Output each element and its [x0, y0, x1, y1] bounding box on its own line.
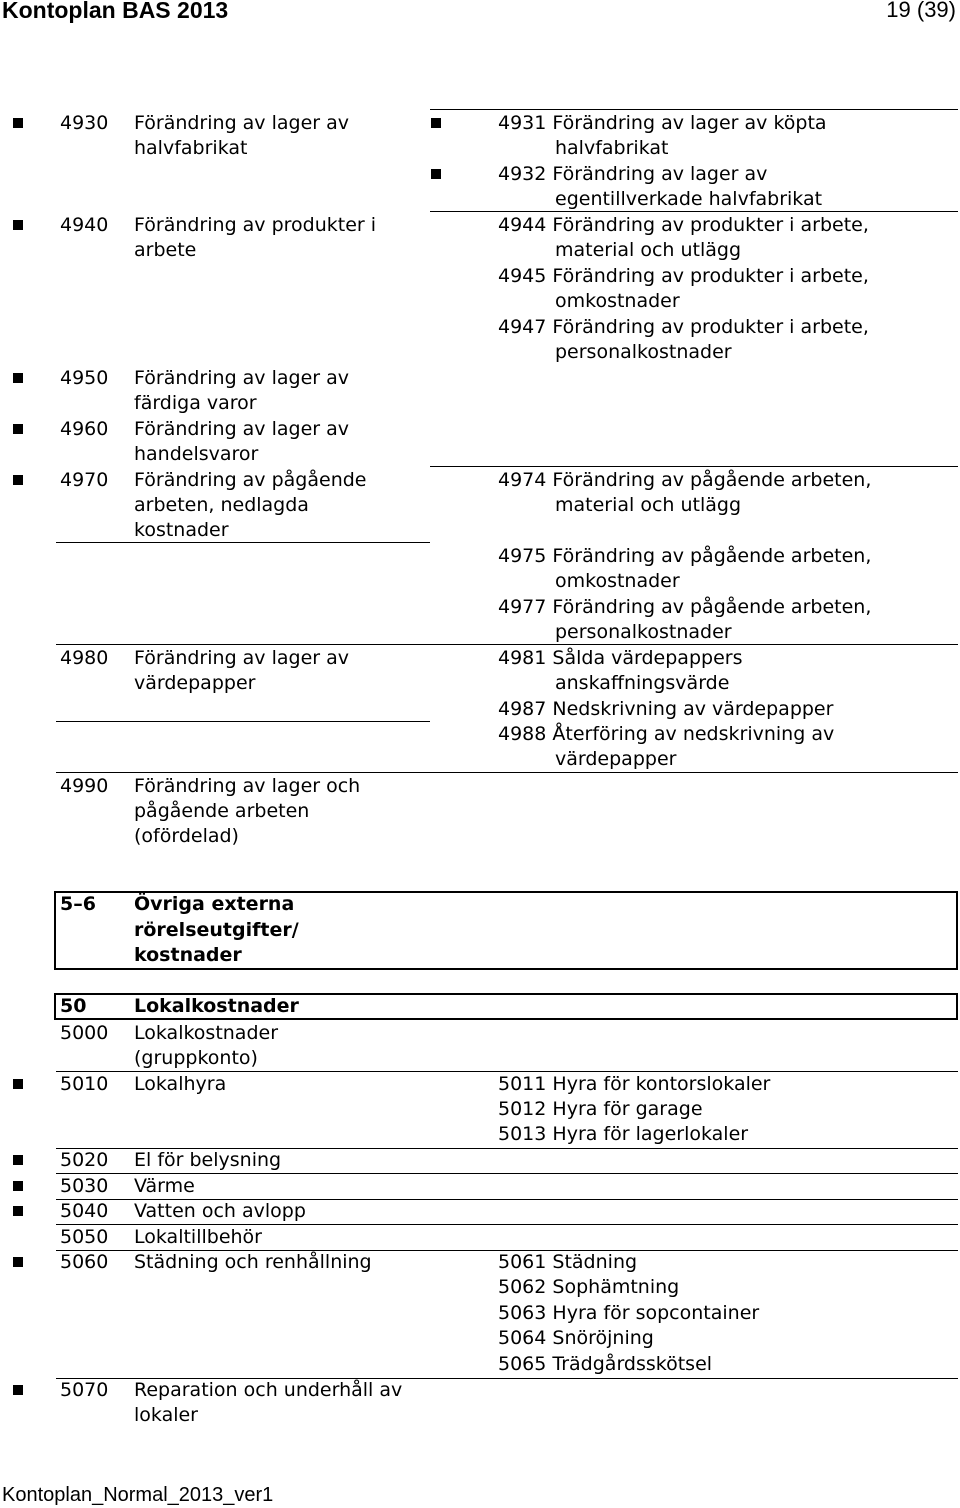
row-divider	[56, 772, 430, 773]
account-number: 5010	[60, 1073, 109, 1095]
account-name: arbete	[134, 239, 197, 261]
mandatory-account-marker	[13, 1181, 23, 1191]
sub-account-name: halvfabrikat	[555, 137, 669, 159]
mandatory-account-marker	[13, 1257, 23, 1267]
sub-account-name: material och utlägg	[555, 239, 742, 261]
mandatory-account-marker	[13, 475, 23, 485]
mandatory-account-marker	[431, 169, 441, 179]
account-number: 5050	[60, 1226, 109, 1248]
account-name: (ofördelad)	[134, 825, 239, 847]
mandatory-account-marker	[13, 1206, 23, 1216]
account-group-name: Lokalkostnader	[134, 995, 299, 1017]
sub-account-name: egentillverkade halvfabrikat	[555, 188, 823, 210]
sub-account: 5012 Hyra för garage	[498, 1098, 703, 1120]
account-name: Lokaltillbehör	[134, 1226, 262, 1248]
sub-account: 4974 Förändring av pågående arbeten,	[498, 469, 872, 491]
sub-account: 5062 Sophämtning	[498, 1276, 680, 1298]
account-number: 4970	[60, 469, 109, 491]
mandatory-account-marker	[13, 424, 23, 434]
row-divider	[56, 721, 430, 722]
account-class-name: Övriga externa	[134, 893, 295, 915]
sub-account-name: omkostnader	[555, 290, 680, 312]
account-name: Lokalkostnader	[134, 1022, 279, 1044]
account-name: Förändring av pågående	[134, 469, 367, 491]
sub-account: 5064 Snöröjning	[498, 1327, 654, 1349]
account-number: 5020	[60, 1149, 109, 1171]
account-name: Förändring av lager och	[134, 775, 361, 797]
mandatory-account-marker	[13, 373, 23, 383]
account-number: 4980	[60, 647, 109, 669]
account-name: värdepapper	[134, 672, 256, 694]
account-name: färdiga varor	[134, 392, 257, 414]
row-divider	[56, 542, 430, 543]
account-name: kostnader	[134, 519, 229, 541]
account-name: halvfabrikat	[134, 137, 248, 159]
row-divider	[430, 466, 958, 467]
account-name: Städning och renhållning	[134, 1251, 372, 1273]
sub-account: 5061 Städning	[498, 1251, 638, 1273]
sub-account: 5011 Hyra för kontorslokaler	[498, 1073, 771, 1095]
account-number: 4990	[60, 775, 109, 797]
account-number: 4960	[60, 418, 109, 440]
sub-account-name: personalkostnader	[555, 341, 732, 363]
account-class-name: rörelseutgifter/	[134, 919, 299, 941]
account-number: 5040	[60, 1200, 109, 1222]
account-name: Förändring av lager av	[134, 112, 350, 134]
account-number: 4950	[60, 367, 109, 389]
sub-account: 4975 Förändring av pågående arbeten,	[498, 545, 872, 567]
sub-account-name: omkostnader	[555, 570, 680, 592]
sub-account-name: värdepapper	[555, 748, 677, 770]
sub-account: 4947 Förändring av produkter i arbete,	[498, 316, 869, 338]
account-number: 4930	[60, 112, 109, 134]
mandatory-account-marker	[13, 1079, 23, 1089]
sub-account: 4981 Sålda värdepappers	[498, 647, 743, 669]
sub-account: 4987 Nedskrivning av värdepapper	[498, 698, 834, 720]
sub-account: 4944 Förändring av produkter i arbete,	[498, 214, 869, 236]
sub-account: 5013 Hyra för lagerlokaler	[498, 1123, 749, 1145]
account-name: handelsvaror	[134, 443, 259, 465]
account-number: 4940	[60, 214, 109, 236]
sub-account: 4988 Återföring av nedskrivning av	[498, 723, 835, 745]
sub-account-name: personalkostnader	[555, 621, 732, 643]
row-divider	[430, 772, 958, 773]
account-class-number: 5–6	[60, 893, 96, 915]
row-divider	[430, 109, 958, 110]
sub-account: 5063 Hyra för sopcontainer	[498, 1302, 760, 1324]
sub-account: 4931 Förändring av lager av köpta	[498, 112, 827, 134]
account-number: 5030	[60, 1175, 109, 1197]
sub-account: 4932 Förändring av lager av	[498, 163, 768, 185]
account-number: 5060	[60, 1251, 109, 1273]
account-name: Lokalhyra	[134, 1073, 227, 1095]
sub-account: 5065 Trädgårdsskötsel	[498, 1353, 713, 1375]
footer-filename: Kontoplan_Normal_2013_ver1	[2, 1484, 274, 1506]
account-number: 5070	[60, 1379, 109, 1401]
account-name: Reparation och underhåll av	[134, 1379, 403, 1401]
page-number: 19 (39)	[886, 0, 956, 22]
mandatory-account-marker	[13, 1155, 23, 1165]
mandatory-account-marker	[13, 118, 23, 128]
sub-account: 4977 Förändring av pågående arbeten,	[498, 596, 872, 618]
account-name: arbeten, nedlagda	[134, 494, 309, 516]
account-name: pågående arbeten	[134, 800, 310, 822]
account-name: Vatten och avlopp	[134, 1200, 306, 1222]
account-name: lokaler	[134, 1404, 198, 1426]
sub-account-name: material och utlägg	[555, 494, 742, 516]
mandatory-account-marker	[431, 118, 441, 128]
account-name: (gruppkonto)	[134, 1047, 258, 1069]
account-name: Förändring av lager av	[134, 367, 350, 389]
row-divider	[56, 644, 430, 645]
sub-account-name: anskaffningsvärde	[555, 672, 730, 694]
account-name: Förändring av lager av	[134, 647, 350, 669]
sub-account: 4945 Förändring av produkter i arbete,	[498, 265, 869, 287]
account-name: Värme	[134, 1175, 195, 1197]
mandatory-account-marker	[13, 220, 23, 230]
document-title: Kontoplan BAS 2013	[2, 0, 229, 23]
account-number: 5000	[60, 1022, 109, 1044]
account-name: Förändring av lager av	[134, 418, 350, 440]
account-class-name: kostnader	[134, 944, 242, 966]
account-group-number: 50	[60, 995, 87, 1017]
mandatory-account-marker	[13, 1385, 23, 1395]
account-name: Förändring av produkter i	[134, 214, 377, 236]
account-name: El för belysning	[134, 1149, 282, 1171]
